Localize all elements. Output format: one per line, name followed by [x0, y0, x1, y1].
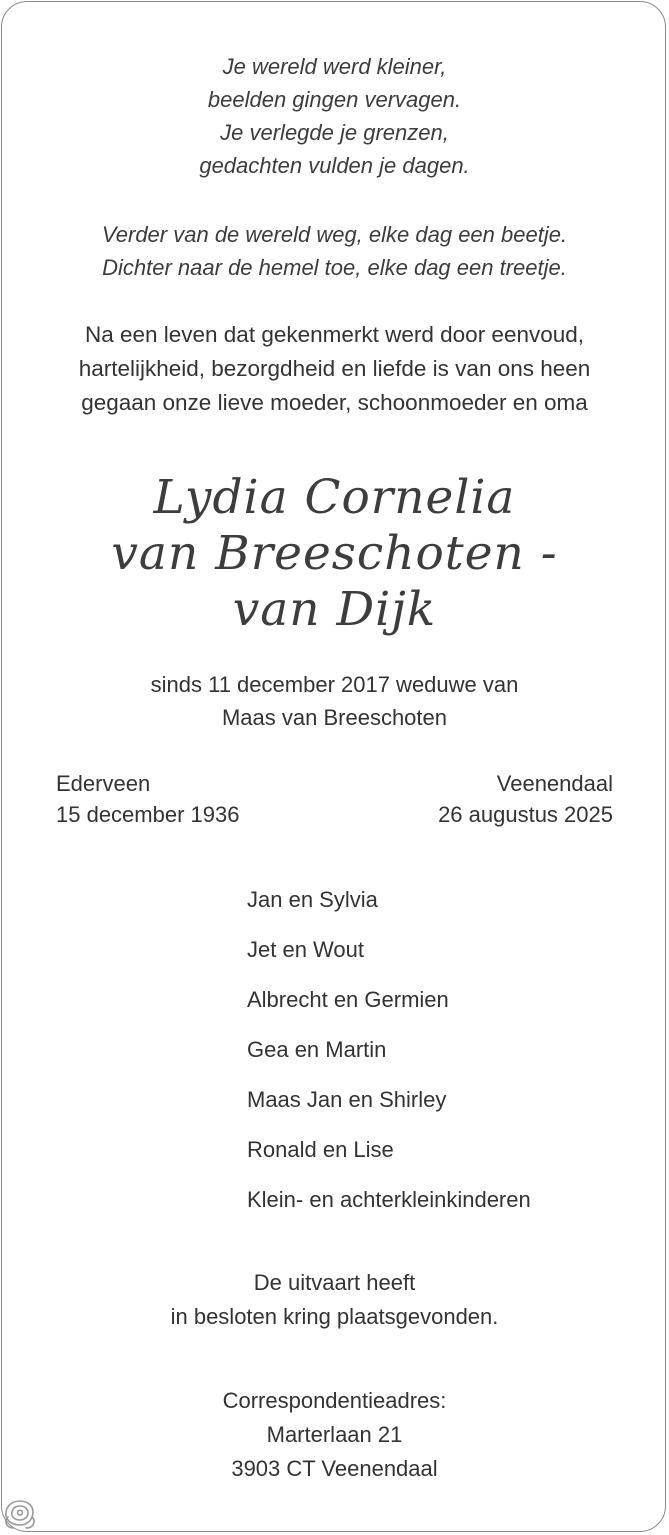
- name-line: van Breeschoten -: [111, 526, 558, 581]
- family-member: Klein- en achterkleinkinderen: [247, 1187, 531, 1212]
- poem-stanza-1: [0, 50, 669, 182]
- death-date: 26 augustus 2025: [438, 802, 613, 827]
- intro-line: hartelijkheid, bezorgdheid en liefde is van ons heen: [78, 356, 591, 381]
- family-member: Gea en Martin: [247, 1037, 387, 1062]
- intro-line: gegaan onze lieve moeder, schoonmoeder en oma: [81, 390, 588, 415]
- widow-line: sinds 11 december 2017 weduwe van: [150, 672, 519, 697]
- family-list: [247, 883, 531, 1233]
- birth-date: 15 december 1936: [56, 802, 240, 827]
- family-member: Albrecht en Germien: [247, 987, 449, 1012]
- funeral-line: De uitvaart heeft: [253, 1270, 416, 1295]
- death-info: [438, 768, 613, 830]
- birth-place: Ederveen: [56, 771, 151, 796]
- name-line: van Dijk: [232, 582, 437, 637]
- widow-note: [0, 668, 669, 734]
- family-member: Ronald en Lise: [247, 1137, 394, 1162]
- funeral-line: in besloten kring plaatsgevonden.: [170, 1304, 499, 1329]
- poem-line: gedachten vulden je dagen.: [199, 153, 470, 178]
- address-street: Marterlaan 21: [266, 1422, 403, 1447]
- widow-line: Maas van Breeschoten: [221, 705, 448, 730]
- death-place: Veenendaal: [496, 771, 613, 796]
- rose-icon: [0, 1495, 40, 1533]
- address-label: Correspondentieadres:: [222, 1388, 447, 1413]
- poem-line: beelden gingen vervagen.: [207, 87, 462, 112]
- correspondence-address: [0, 1384, 669, 1486]
- intro-line: Na een leven dat gekenmerkt werd door eenvoud,: [84, 322, 585, 347]
- poem-line: Je wereld werd kleiner,: [222, 54, 447, 79]
- intro-text: [0, 318, 669, 420]
- poem-line: Dichter naar de hemel toe, elke dag een treetje.: [102, 255, 567, 280]
- family-member: Jan en Sylvia: [247, 887, 378, 912]
- name-line: Lydia Cornelia: [153, 470, 516, 525]
- poem-line: Je verlegde je grenzen,: [220, 120, 449, 145]
- family-member: Jet en Wout: [247, 937, 364, 962]
- deceased-name: [0, 470, 669, 638]
- birth-info: [56, 768, 239, 830]
- poem-stanza-2: [0, 218, 669, 284]
- funeral-note: [0, 1266, 669, 1334]
- address-city: 3903 CT Veenendaal: [231, 1456, 438, 1481]
- family-member: Maas Jan en Shirley: [247, 1087, 447, 1112]
- poem-line: Verder van de wereld weg, elke dag een beetje.: [101, 222, 568, 247]
